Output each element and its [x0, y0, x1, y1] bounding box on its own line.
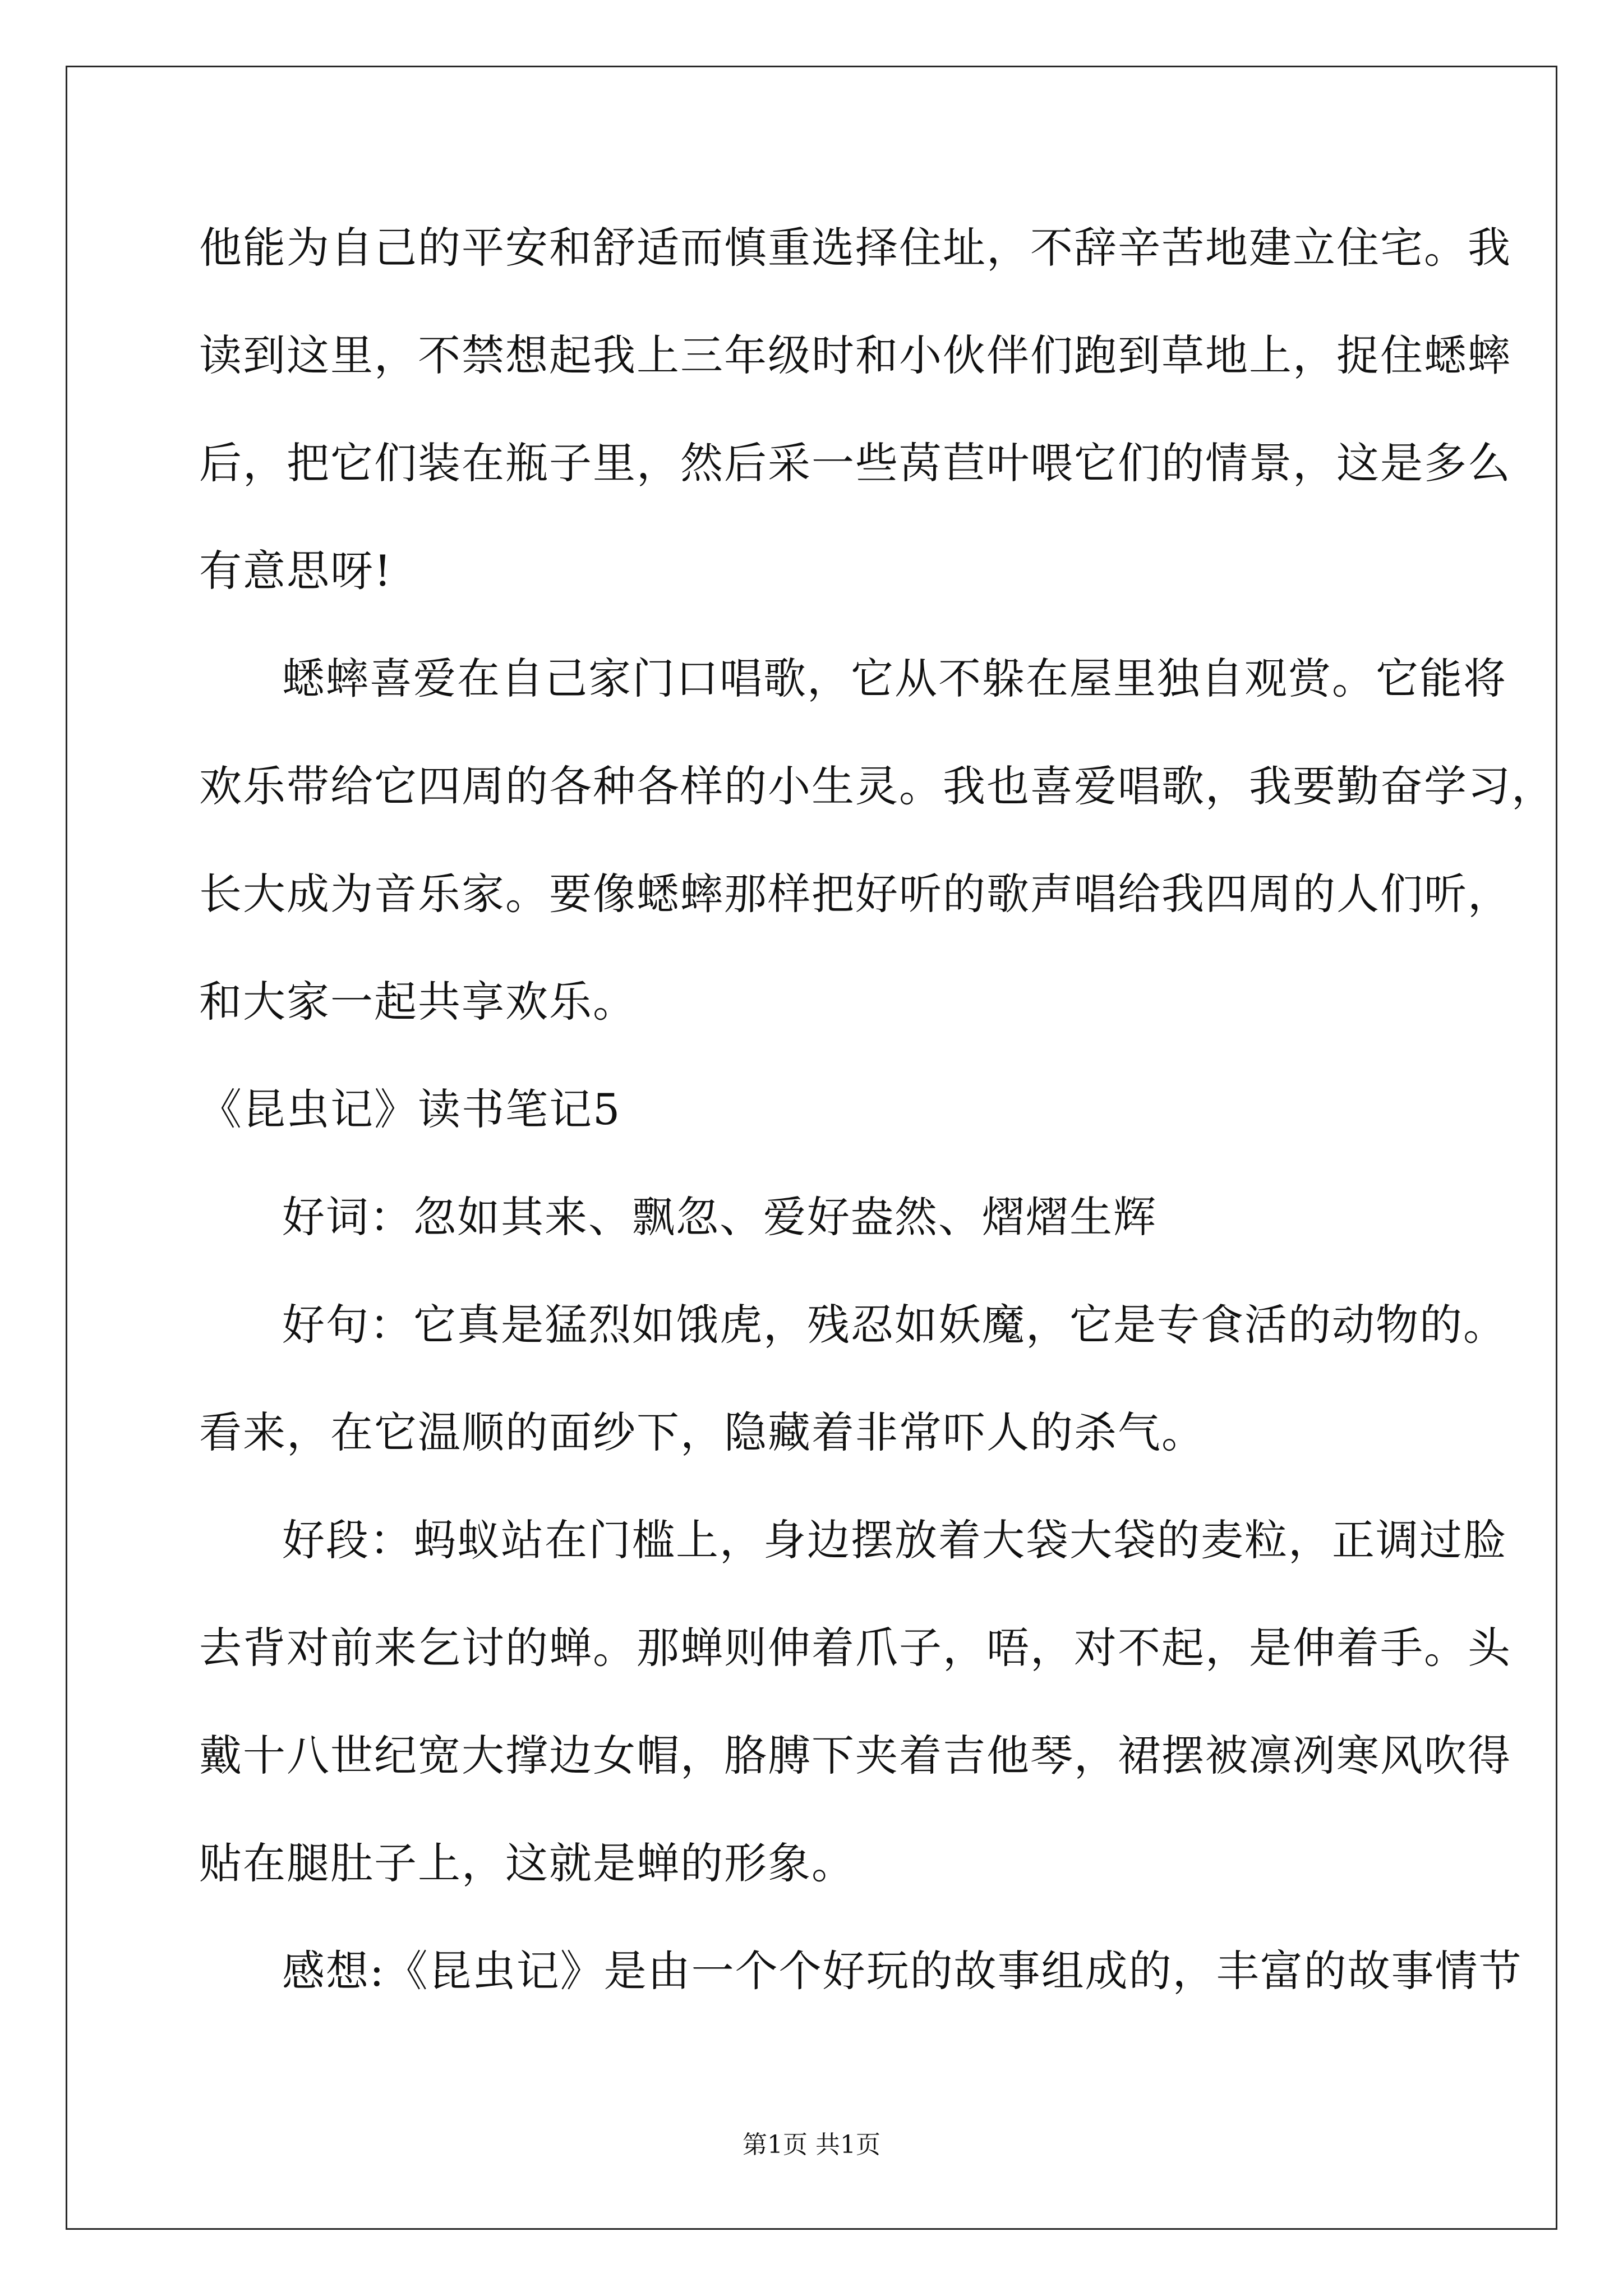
- text-line: 去背对前来乞讨的蝉。那蝉则伸着爪子，唔，对不起，是伸着手。头: [199, 1623, 1511, 1673]
- text-line: 有意思呀!: [199, 546, 393, 596]
- text-line: 他能为自己的平安和舒适而慎重选择住址，不辞辛苦地建立住宅。我: [199, 223, 1511, 273]
- text-line: 读到这里，不禁想起我上三年级时和小伙伴们跑到草地上，捉住蟋蟀: [199, 330, 1511, 380]
- text-line: 戴十八世纪宽大撑边女帽，胳膊下夹着吉他琴，裙摆被凛冽寒风吹得: [199, 1731, 1511, 1780]
- good-sentence: 好句：它真是猛烈如饿虎，残忍如妖魔，它是专食活的动物的。: [282, 1300, 1507, 1350]
- page-number: 第1页 共1页: [743, 2131, 880, 2159]
- text-line: 看来，在它温顺的面纱下，隐藏着非常吓人的杀气。: [199, 1407, 1205, 1457]
- good-words: 好词：忽如其来、飘忽、爱好盎然、熠熠生辉: [282, 1192, 1157, 1242]
- paragraph-start: 蟋蟀喜爱在自己家门口唱歌，它从不躲在屋里独自观赏。它能将: [282, 654, 1507, 703]
- text-line: 后，把它们装在瓶子里，然后采一些莴苣叶喂它们的情景，这是多么: [199, 438, 1511, 488]
- text-line: 和大家一起共享欢乐。: [199, 977, 637, 1027]
- text-line: 欢乐带给它四周的各种各样的小生灵。我也喜爱唱歌，我要勤奋学习，: [199, 761, 1555, 811]
- text-line: 长大成为音乐家。要像蟋蟀那样把好听的歌声唱给我四周的人们听，: [199, 869, 1511, 919]
- text-line: 贴在腿肚子上，这就是蝉的形象。: [199, 1838, 855, 1888]
- section-heading: 《昆虫记》读书笔记5: [199, 1084, 621, 1134]
- reflection: 感想:《昆虫记》是由一个个好玩的故事组成的，丰富的故事情节: [282, 1946, 1523, 1996]
- page-border: [66, 66, 1557, 2230]
- good-paragraph: 好段：蚂蚁站在门槛上，身边摆放着大袋大袋的麦粒，正调过脸: [282, 1515, 1507, 1565]
